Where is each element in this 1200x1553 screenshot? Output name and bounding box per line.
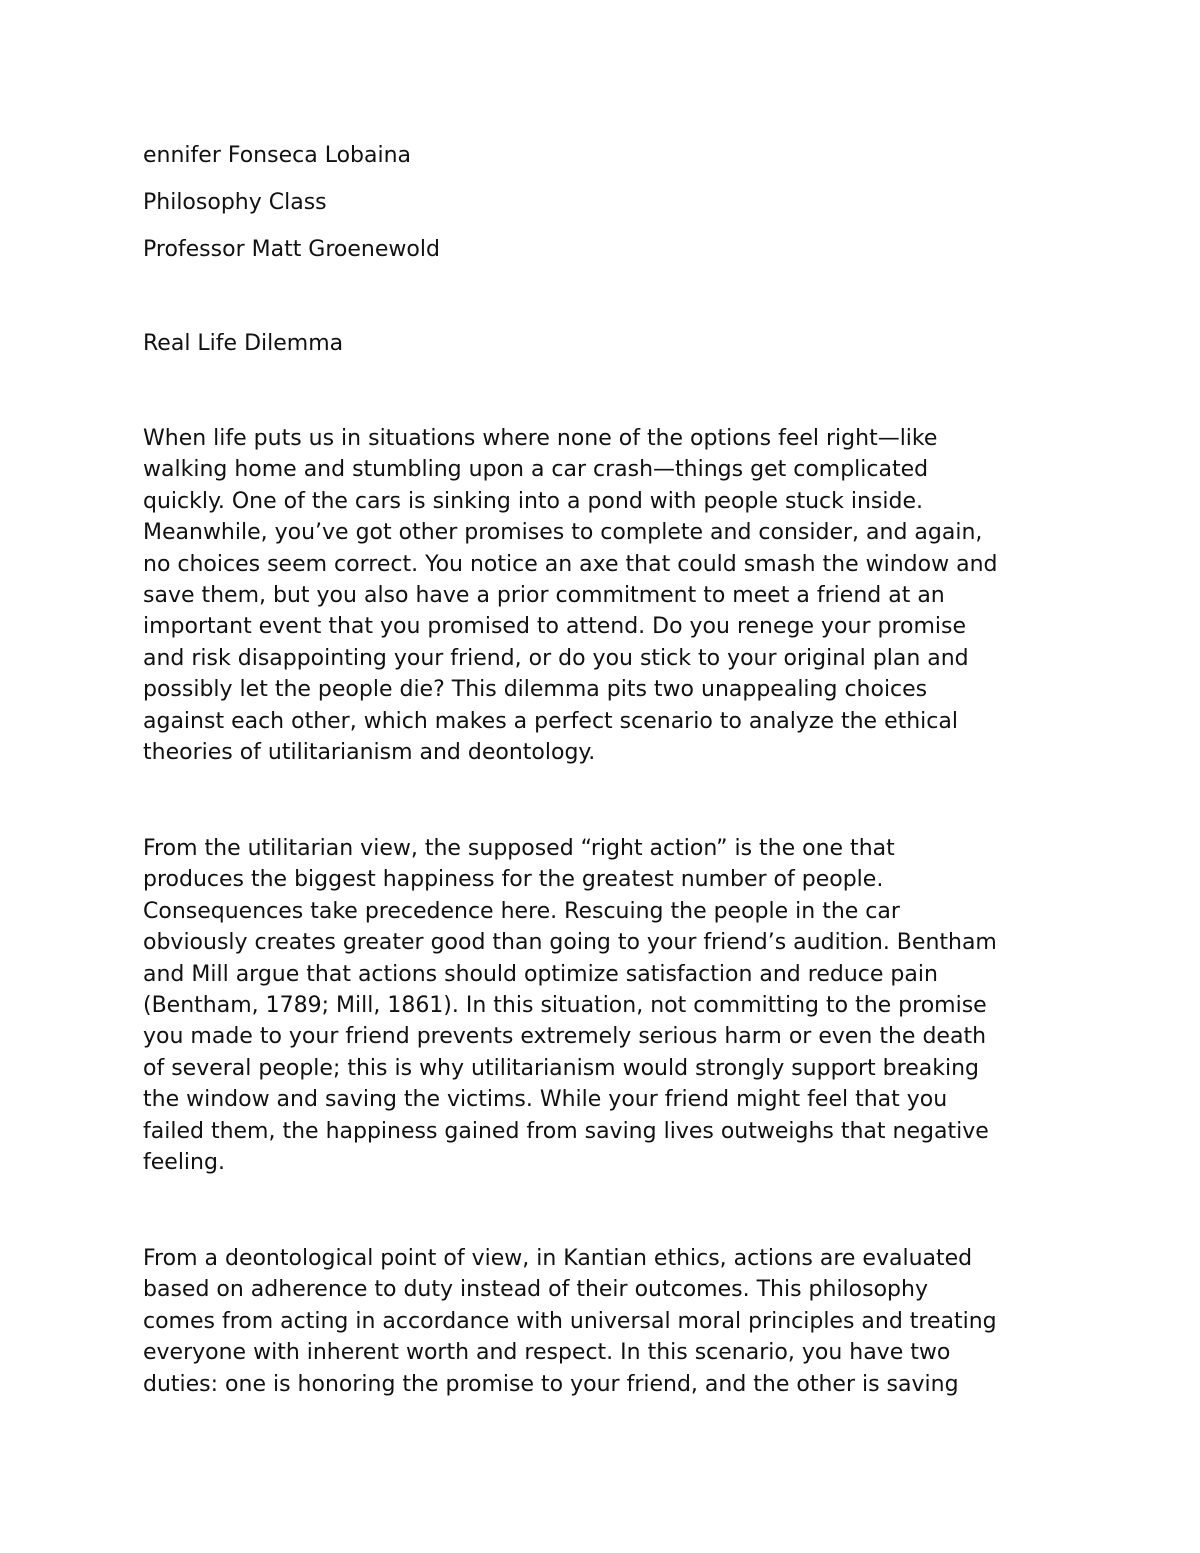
essay-title: Real Life Dilemma <box>143 331 344 356</box>
class-name: Philosophy Class <box>143 190 327 215</box>
paragraph-line: (Bentham, 1789; Mill, 1861). In this situation, not committing to the promise <box>143 993 987 1019</box>
paragraph-utilitarian <box>143 833 1073 1178</box>
paragraph-line: theories of utilitarianism and deontology. <box>143 740 596 766</box>
paragraph-line: the window and saving the victims. While your friend might feel that you <box>143 1087 948 1113</box>
paragraph-line: Meanwhile, you’ve got other promises to complete and consider, and again, <box>143 520 983 546</box>
paragraph-line: of several people; this is why utilitarianism would strongly support breaking <box>143 1055 979 1081</box>
paragraph-line: and Mill argue that actions should optimize satisfaction and reduce pain <box>143 961 938 987</box>
professor-name: Professor Matt Groenewold <box>143 237 440 262</box>
paragraph-line: and risk disappointing your friend, or do you stick to your original plan and <box>143 645 969 671</box>
author-name: ennifer Fonseca Lobaina <box>143 143 412 168</box>
paragraph-line: possibly let the people die? This dilemma pits two unappealing choices <box>143 677 928 703</box>
paragraph-line: duties: one is honoring the promise to your friend, and the other is saving <box>143 1371 959 1397</box>
paragraph-line: failed them, the happiness gained from saving lives outweighs that negative <box>143 1118 989 1144</box>
paragraph-line: Consequences take precedence here. Rescuing the people in the car <box>143 898 900 924</box>
paragraph-line: you made to your friend prevents extremely serious harm or even the death <box>143 1024 987 1050</box>
paragraph-line: based on adherence to duty instead of their outcomes. This philosophy <box>143 1277 928 1303</box>
paragraph-line: against each other, which makes a perfect scenario to analyze the ethical <box>143 708 958 734</box>
paragraph-line: save them, but you also have a prior commitment to meet a friend at an <box>143 583 945 609</box>
paragraph-deontological <box>143 1243 1073 1400</box>
paragraph-line: everyone with inherent worth and respect. In this scenario, you have two <box>143 1340 951 1366</box>
paragraph-line: walking home and stumbling upon a car crash—things get complicated <box>143 457 929 483</box>
paragraph-line: quickly. One of the cars is sinking into a pond with people stuck inside. <box>143 488 923 514</box>
paragraph-line: When life puts us in situations where none of the options feel right—like <box>143 426 938 451</box>
paragraph-line: important event that you promised to attend. Do you renege your promise <box>143 614 967 640</box>
paragraph-line: obviously creates greater good than going to your friend’s audition. Bentham <box>143 930 997 956</box>
paragraph-line: no choices seem correct. You notice an axe that could smash the window and <box>143 551 998 577</box>
paragraph-line: From a deontological point of view, in Kantian ethics, actions are evaluated <box>143 1246 973 1271</box>
paragraph-line: From the utilitarian view, the supposed “right action” is the one that <box>143 836 895 861</box>
paragraph-line: comes from acting in accordance with universal moral principles and treating <box>143 1308 997 1334</box>
paragraph-intro <box>143 423 1073 768</box>
paragraph-line: feeling. <box>143 1150 225 1176</box>
paragraph-line: produces the biggest happiness for the greatest number of people. <box>143 867 884 893</box>
